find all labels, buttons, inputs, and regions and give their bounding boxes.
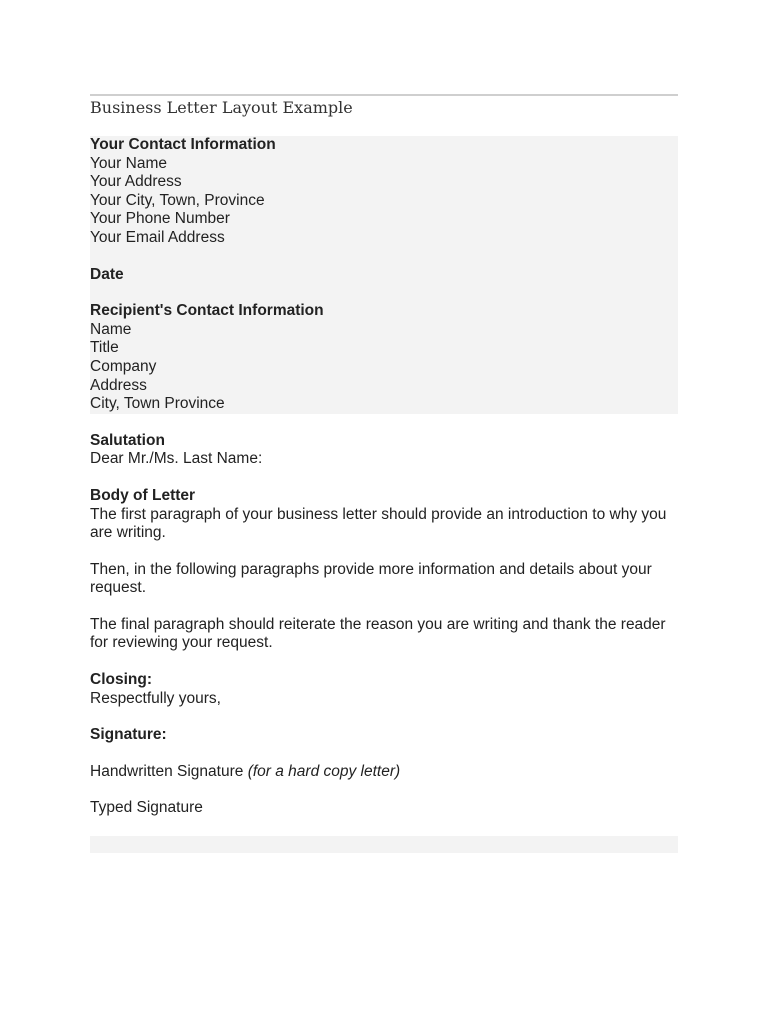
body-heading: Body of Letter: [90, 486, 196, 504]
sender-section: [90, 136, 678, 248]
sender-email: Your Email Address: [90, 228, 225, 246]
date-section: [90, 266, 678, 285]
recipient-heading: Recipient's Contact Information: [90, 302, 324, 320]
salutation-heading: Salutation: [90, 431, 165, 449]
recipient-title: Title: [90, 339, 119, 357]
recipient-address: Address: [90, 376, 147, 394]
recipient-name: Name: [90, 320, 132, 338]
body-paragraph: The final paragraph should reiterate the reason you are writing and thank the reader for reviewing your request.: [90, 615, 666, 652]
handwritten-signature-label: Handwritten Signature: [90, 762, 244, 780]
closing-section: [90, 671, 678, 708]
typed-signature-label: Typed Signature: [90, 799, 203, 817]
signature-heading: Signature:: [90, 726, 167, 744]
date-heading: Date: [90, 265, 124, 283]
recipient-city: City, Town Province: [90, 395, 225, 413]
recipient-company: Company: [90, 357, 157, 375]
sender-address: Your Address: [90, 173, 182, 191]
document-title: Business Letter Layout Example: [90, 98, 353, 117]
body-paragraph: The first paragraph of your business letter should provide an introduction to why you are writing.: [90, 505, 667, 542]
footer-band: [90, 836, 678, 853]
top-divider: [90, 94, 678, 96]
salutation-text: Dear Mr./Ms. Last Name:: [90, 450, 263, 468]
closing-text: Respectfully yours,: [90, 689, 221, 707]
closing-heading: Closing:: [90, 671, 152, 689]
contact-block: [90, 136, 678, 414]
salutation-section: [90, 432, 678, 469]
letter-page: [90, 94, 678, 853]
sender-phone: Your Phone Number: [90, 210, 230, 228]
body-paragraph: Then, in the following paragraphs provide more information and details about your request.: [90, 560, 652, 597]
sender-name: Your Name: [90, 154, 167, 172]
body-section: [90, 487, 678, 653]
signature-section: [90, 726, 678, 818]
sender-heading: Your Contact Information: [90, 136, 276, 153]
sender-city: Your City, Town, Province: [90, 191, 265, 209]
recipient-section: [90, 302, 678, 414]
handwritten-signature-note: (for a hard copy letter): [247, 762, 401, 780]
handwritten-signature-line: [90, 763, 678, 782]
